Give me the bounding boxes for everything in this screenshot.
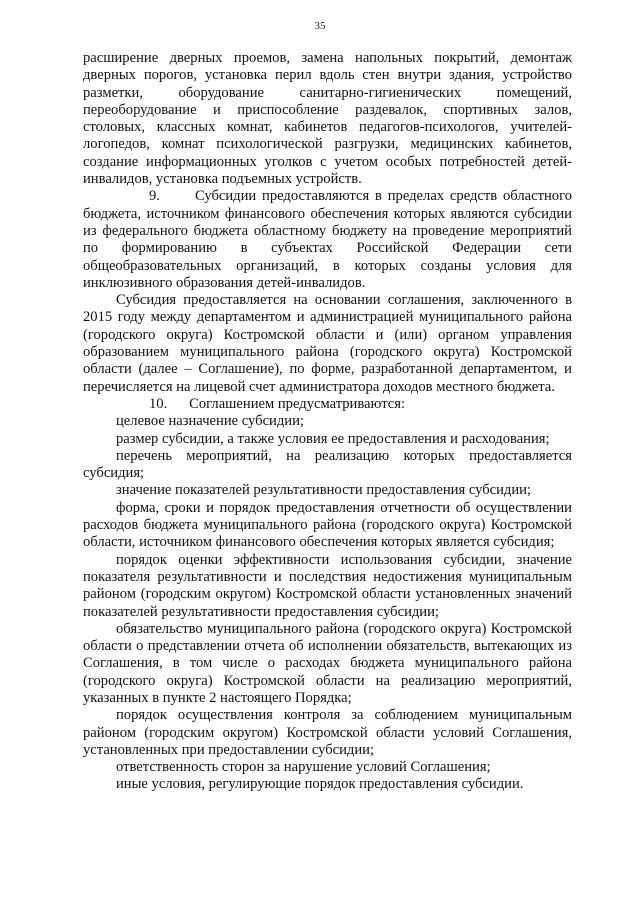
list-item: целевое назначение субсидии; bbox=[116, 413, 304, 430]
list-item: форма, сроки и порядок предоставления отчетности об осуществлении расходов бюджета муниципального района (городского округа) Костромской области, источником финансового обеспечения которых является субсидия; bbox=[83, 499, 572, 551]
page-number: 35 bbox=[314, 20, 326, 32]
list-item: ответственность сторон за нарушение условий Соглашения; bbox=[116, 759, 491, 776]
paragraph-number: 9. bbox=[149, 188, 160, 205]
list-item: перечень мероприятий, на реализацию которых предоставляется субсидия; bbox=[83, 447, 572, 482]
paragraph-9 bbox=[83, 188, 572, 292]
document-body bbox=[83, 50, 572, 794]
list-item: обязательство муниципального района (городского округа) Костромской области о представлении отчета об исполнении обязательств, вытекающих из Соглашения, в том числе о расходах бюджета муниципального района (городского округа) Костромской области на реализацию мероприятий, указанных в пункте 2 настоящего Порядка; bbox=[83, 620, 572, 706]
list-item: размер субсидии, а также условия ее предоставления и расходования; bbox=[116, 430, 550, 447]
paragraph: Субсидия предоставляется на основании соглашения, заключенного в 2015 году между департаментом и администрацией муниципального района (городского округа) Костромской области и (или) органом управления образованием муниципального района (городского округа) Костромской области (далее – Соглашение), по форме, разработанной департаментом, и перечисляется на лицевой счет администратора доходов местного бюджета. bbox=[83, 292, 572, 395]
paragraph-10 bbox=[83, 396, 572, 413]
paragraph: расширение дверных проемов, замена напольных покрытий, демонтаж дверных порогов, установка перил вдоль стен внутри здания, устройство разметки, оборудование санитарно-гигиенических помещений, переоборудование и приспособление раздевалок, спортивных залов, столовых, классных комнат, кабинетов педагогов-психологов, учителей-логопедов, комнат психологической разгрузки, медицинских кабинетов, создание информационных уголков с учетом особых потребностей детей-инвалидов, установка подъемных устройств. bbox=[83, 50, 572, 188]
paragraph-text: Соглашением предусматриваются: bbox=[189, 395, 406, 412]
paragraph-text: Субсидии предоставляются в пределах средств областного бюджета, источником финансового обеспечения которых являются субсидии из федерального бюджета областному бюджету на проведение мероприятий по формированию в субъектах Российской Федерации сети общеобразовательных организаций, в которых созданы условия для инклюзивного образования детей-инвалидов. bbox=[83, 188, 572, 291]
list-item: иные условия, регулирующие порядок предоставления субсидии. bbox=[116, 776, 524, 793]
list-item: порядок осуществления контроля за соблюдением муниципальным районом (городским округом) Костромской области условий Соглашения, установленных при предоставлении субсидии; bbox=[83, 707, 572, 758]
list-item: порядок оценки эффективности использования субсидии, значение показателя результативности и последствия недостижения муниципальным районом (городским округом) Костромской области установленных значений показателей результативности предоставления субсидии; bbox=[83, 551, 572, 620]
list-item: значение показателей результативности предоставления субсидии; bbox=[116, 482, 532, 499]
paragraph-number: 10. bbox=[149, 395, 168, 412]
